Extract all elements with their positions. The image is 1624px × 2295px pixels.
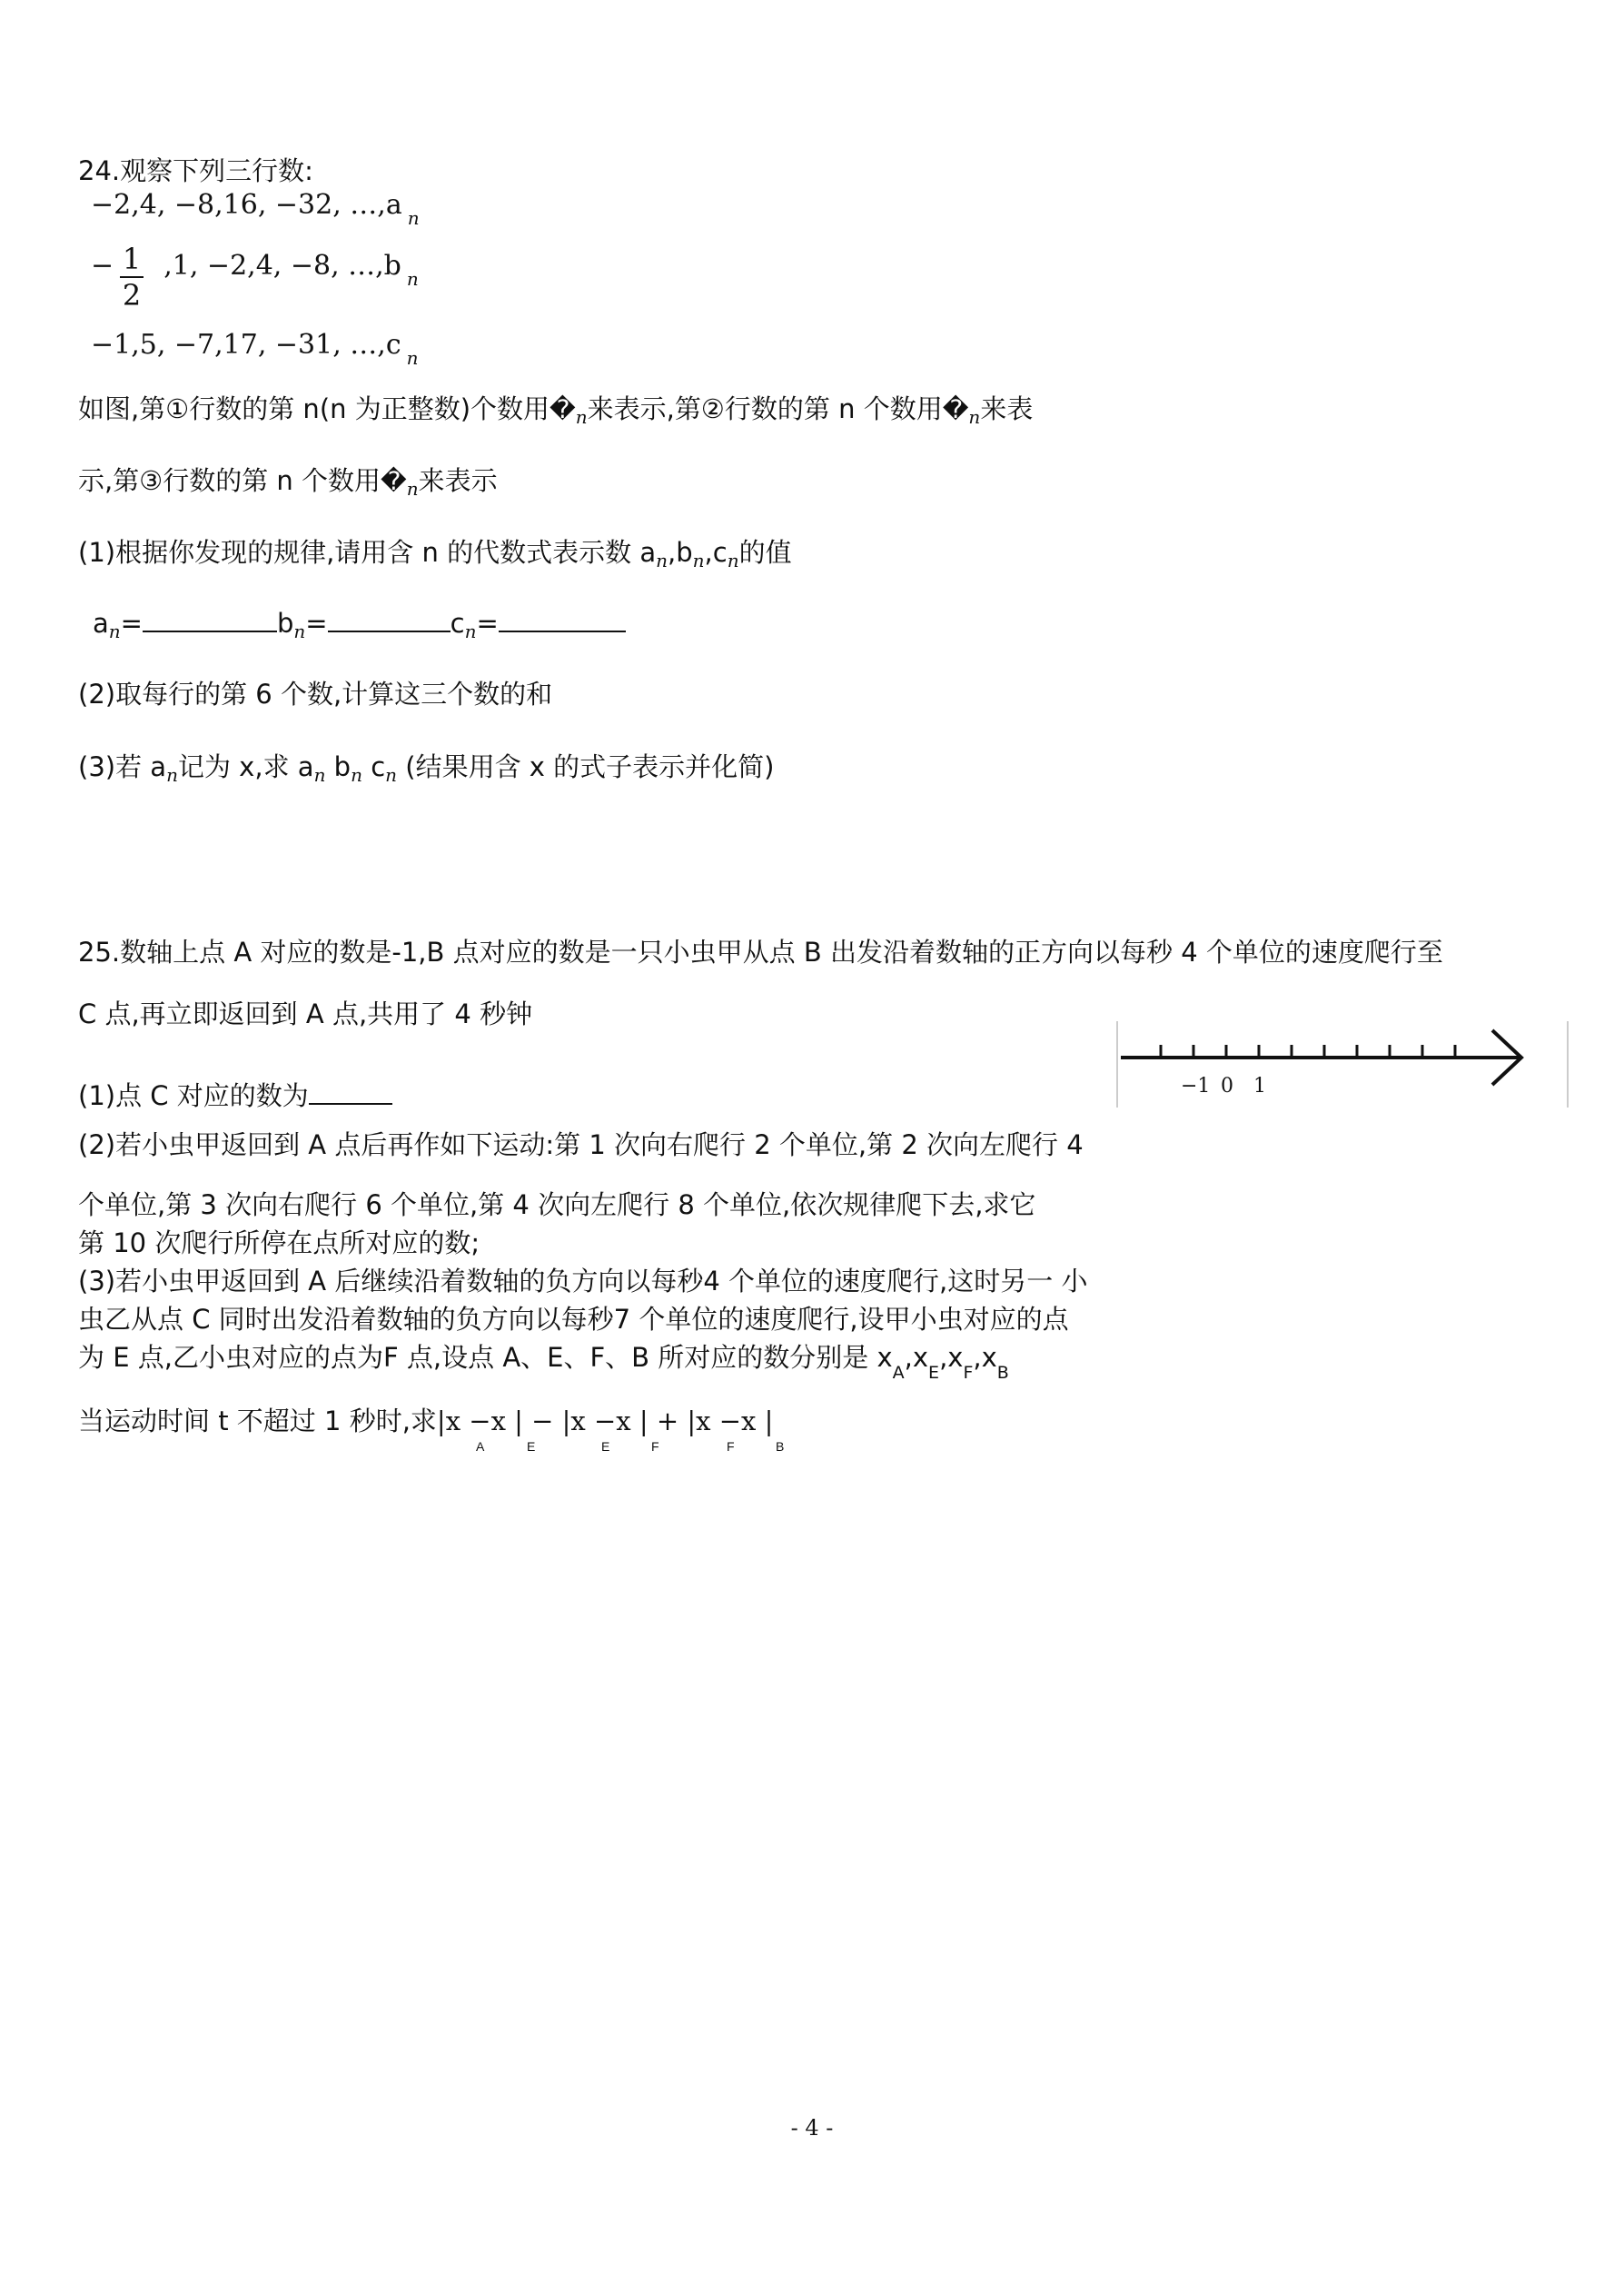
blank-label-c: c	[450, 608, 465, 639]
q24-desc-2b: 来表示	[418, 465, 498, 496]
q25-p3-line2: 虫乙从点 C 同时出发沿着数轴的负方向以每秒7 个单位的速度爬行,设甲小虫对应的点	[78, 1304, 1069, 1335]
q24-p1-end: 的值	[738, 537, 792, 568]
q24-desc-line1	[78, 392, 1033, 428]
q24-row2-sub: n	[406, 268, 419, 290]
replacement-glyph-icon: �	[942, 394, 969, 424]
sub-n: n	[727, 550, 739, 571]
q24-p1-text: (1)根据你发现的规律,请用含 n 的代数式表示数 a	[78, 537, 657, 568]
page-number: - 4 -	[790, 2115, 834, 2141]
abs-expression: |x −x | − |x −x | + |x −x |	[436, 1406, 774, 1436]
answer-blank-c[interactable]	[499, 607, 626, 632]
q25-p1-text: (1)点 C 对应的数为	[78, 1080, 309, 1111]
eq-sign: =	[476, 608, 499, 639]
q24-p3-b: 记为 x,求 a	[177, 751, 314, 782]
q25-p3-line1: (3)若小虫甲返回到 A 后继续沿着数轴的负方向以每秒4 个单位的速度爬行,这时另一 小	[78, 1266, 1088, 1297]
q25-p3-line3: 为 E 点,乙小虫对应的点为F 点,设点 A、E、F、B 所对应的数分别是 $x_A,x_E,x_F,x_B$	[78, 1342, 1009, 1383]
q24-desc-1a: 如图,第①行数的第 n(n 为正整数)个数用	[78, 393, 550, 424]
q24-p3-d: c	[361, 751, 386, 782]
q25-part1	[78, 1079, 392, 1112]
comma: ,	[904, 1342, 913, 1373]
eq-sign: =	[120, 608, 143, 639]
sub-E: E	[928, 1362, 940, 1383]
q24-frac-denominator: 2	[122, 278, 142, 313]
q24-desc-2a: 示,第③行数的第 n 个数用	[78, 465, 381, 496]
q25-line2: C 点,再立即返回到 A 点,共用了 4 秒钟	[78, 998, 533, 1029]
q24-row1	[91, 189, 420, 229]
q25-p2-line1: (2)若小虫甲返回到 A 点后再作如下运动:第 1 次向右爬行 2 个单位,第 2 次向左爬行 4	[78, 1129, 1084, 1160]
answer-blank-a[interactable]	[143, 607, 277, 632]
q25-p2-line3: 第 10 次爬行所停在点所对应的数;	[78, 1227, 480, 1258]
q25-line1: 25.数轴上点 A 对应的数是-1,B 点对应的数是一只小虫甲从点 B 出发沿着数轴的正方向以每秒 4 个单位的速度爬行至	[78, 937, 1443, 968]
answer-blank-c-point[interactable]	[309, 1079, 392, 1105]
sub-n: n	[575, 406, 588, 428]
sub-n: n	[293, 621, 306, 642]
sub-n: n	[385, 764, 398, 786]
sub-F: F	[963, 1362, 974, 1383]
q24-title: 24.观察下列三行数:	[78, 155, 313, 186]
q24-row3-text: −1,5, −7,17, −31, …,c	[91, 329, 401, 361]
sub-n: n	[166, 764, 178, 786]
number-line-ticks	[1161, 1045, 1455, 1058]
q24-row2-rest: ,1, −2,4, −8, …,b	[163, 250, 401, 282]
q24-row2-prefix: −	[91, 250, 114, 282]
abs-sub-F2: F	[727, 1439, 735, 1454]
q25-p3-line3-text: 为 E 点,乙小虫对应的点为F 点,设点 A、E、F、B 所对应的数分别是 x	[78, 1342, 893, 1373]
sub-n: n	[656, 550, 668, 571]
sub-B: B	[996, 1362, 1009, 1383]
replacement-glyph-icon: �	[550, 394, 576, 424]
sub-A: A	[892, 1362, 905, 1383]
blank-label-b: b	[276, 608, 294, 639]
q24-p1-c: ,c	[704, 537, 728, 568]
q25-p3-line4-text: 当运动时间 t 不超过 1 秒时,求	[78, 1406, 437, 1436]
abs-sub-F: F	[651, 1439, 659, 1454]
sub-n: n	[351, 764, 362, 786]
q25-p2-line2: 个单位,第 3 次向右爬行 6 个单位,第 4 次向左爬行 8 个单位,依次规律爬下去,求它	[78, 1189, 1036, 1220]
q24-part3	[78, 750, 775, 786]
sub-n: n	[406, 478, 419, 500]
number-line-figure	[1115, 1021, 1570, 1112]
sub-n: n	[313, 764, 326, 786]
abs-sub-B: B	[776, 1439, 785, 1454]
q24-frac-numerator: 1	[122, 242, 142, 276]
replacement-glyph-icon: �	[381, 466, 407, 496]
q24-row3	[91, 329, 419, 369]
comma: ,	[973, 1342, 982, 1373]
sub-n: n	[464, 621, 477, 642]
blank-label-a: a	[93, 608, 109, 639]
abs-sub-E2: E	[601, 1439, 610, 1454]
sub-n: n	[968, 406, 981, 428]
answer-blank-b[interactable]	[328, 607, 451, 632]
q24-blanks	[93, 607, 626, 642]
q24-row3-sub: n	[406, 347, 419, 369]
tick-label-minus1: −1	[1181, 1075, 1211, 1098]
q24-desc-line2	[78, 464, 498, 500]
q24-p3-e: (结果用含 x 的式子表示并化简)	[397, 751, 775, 782]
q24-fraction	[120, 243, 144, 311]
eq-sign: =	[305, 608, 328, 639]
tick-label-0: 0	[1221, 1075, 1233, 1098]
sub-n: n	[692, 550, 705, 571]
q24-p3-a: (3)若 a	[78, 751, 167, 782]
q24-desc-1b: 来表示,第②行数的第 n 个数用	[587, 393, 943, 424]
sub-n: n	[108, 621, 121, 642]
q24-part2: (2)取每行的第 6 个数,计算这三个数的和	[78, 679, 553, 710]
tick-label-1: 1	[1253, 1075, 1266, 1098]
abs-sub-E: E	[527, 1439, 536, 1454]
q24-row1-sub: n	[407, 207, 420, 229]
q24-row1-text: −2,4, −8,16, −32, …,a	[91, 189, 402, 221]
q24-part1	[78, 536, 792, 571]
q24-p1-b: ,b	[668, 537, 693, 568]
abs-sub-A: A	[476, 1439, 485, 1454]
q24-p3-c: b	[325, 751, 352, 782]
comma: ,	[939, 1342, 948, 1373]
q24-desc-1c: 来表	[980, 393, 1034, 424]
q25-p3-line4	[78, 1405, 773, 1437]
